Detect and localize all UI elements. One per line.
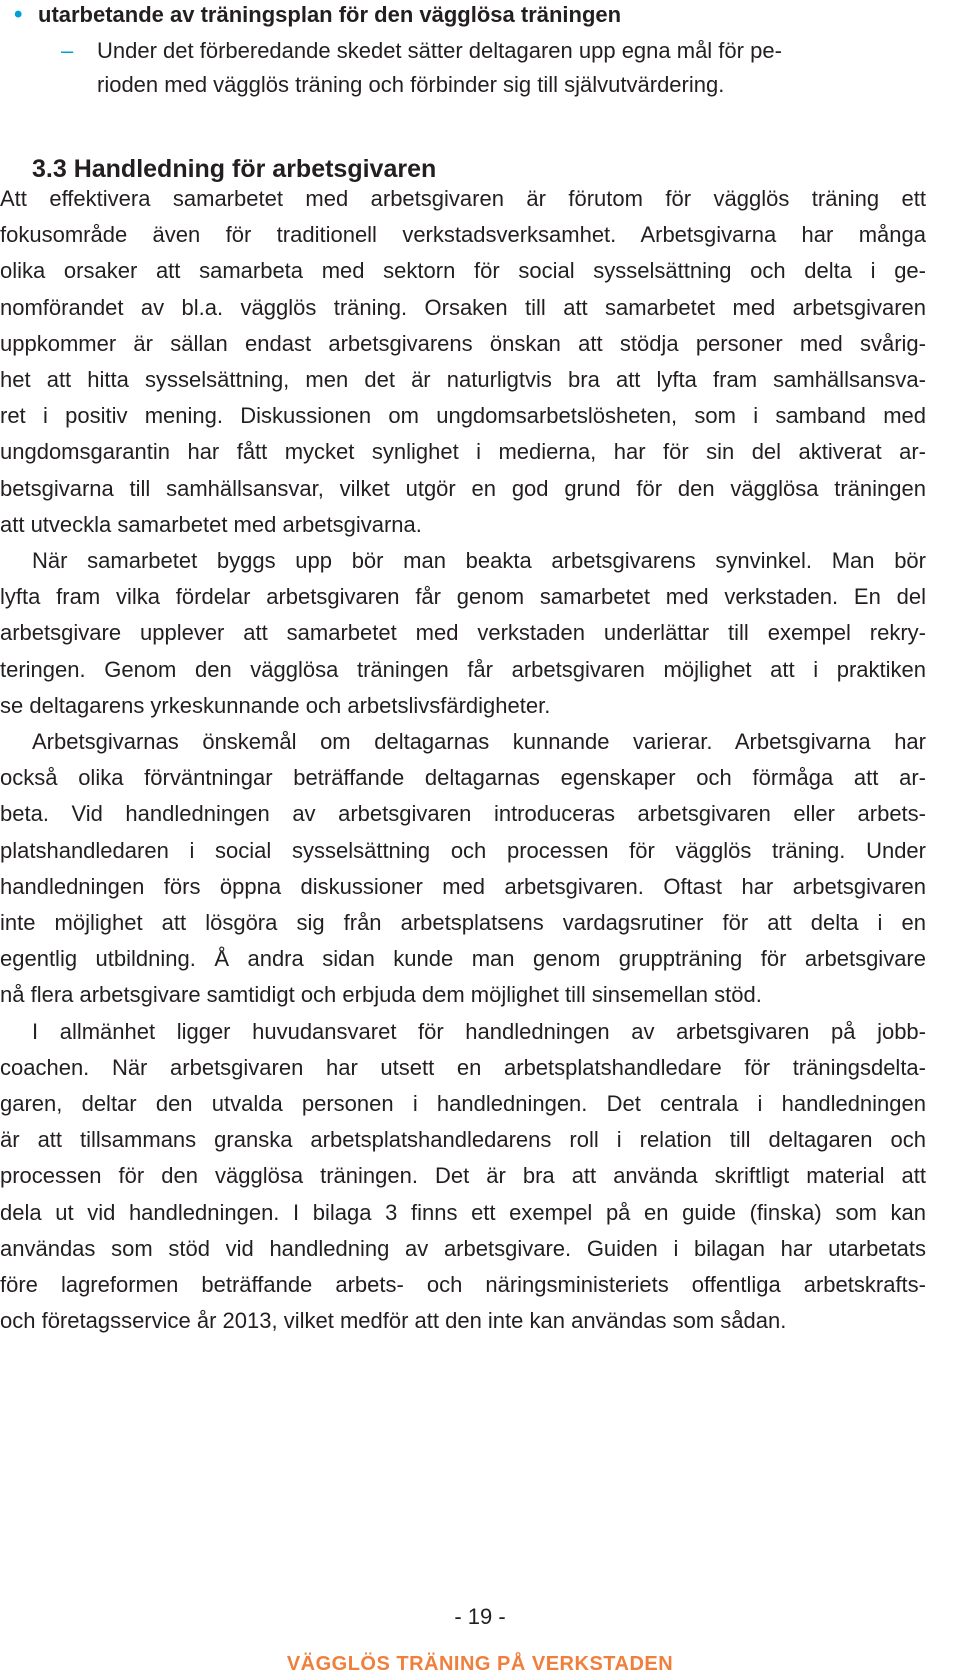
bullet-dot-icon: • — [14, 1, 23, 28]
body-line: lyfta fram vilka fördelar arbetsgivaren får genom samarbetet med verkstaden. En del — [0, 584, 926, 609]
body-line: Att effektivera samarbetet med arbetsgivaren är förutom för vägglös träning ett — [0, 186, 926, 211]
body-line: Arbetsgivarnas önskemål om deltagarnas kunnande varierar. Arbetsgivarna har — [32, 729, 926, 754]
body-line: betsgivarna till samhällsansvar, vilket utgör en god grund för den vägglösa träningen — [0, 476, 926, 501]
bullet-item — [14, 1, 622, 28]
body-line: garen, deltar den utvalda personen i handledningen. Det centrala i handledningen — [0, 1091, 926, 1116]
body-line: inte möjlighet att lösgöra sig från arbetsplatsens vardagsrutiner för att delta i en — [0, 910, 926, 935]
body-line: dela ut vid handledningen. I bilaga 3 finns ett exempel på en guide (finska) som kan — [0, 1200, 926, 1225]
body-line: handledningen förs öppna diskussioner med arbetsgivaren. Oftast har arbetsgivaren — [0, 874, 926, 899]
body-line: egentlig utbildning. Å andra sidan kunde man genom gruppträning för arbetsgivare — [0, 946, 926, 971]
body-line: processen för den vägglösa träningen. Det är bra att använda skriftligt material att — [0, 1163, 926, 1188]
body-line: fokusområde även för traditionell verkstadsverksamhet. Arbetsgivarna har många — [0, 222, 926, 247]
body-line: uppkommer är sällan endast arbetsgivarens önskan att stödja personer med svårig- — [0, 331, 926, 356]
body-line: se deltagarens yrkeskunnande och arbetslivsfärdigheter. — [0, 693, 551, 718]
section-heading: 3.3 Handledning för arbetsgivaren — [32, 155, 437, 183]
body-line: arbetsgivare upplever att samarbetet med verkstaden underlättar till exempel rekry- — [0, 620, 926, 645]
body-line: nå flera arbetsgivare samtidigt och erbjuda dem möjlighet till sinsemellan stöd. — [0, 982, 762, 1007]
body-line: ungdomsgarantin har fått mycket synlighet i medierna, har för sin del aktiverat ar- — [0, 439, 926, 464]
body-line: platshandledaren i social sysselsättning och processen för vägglös träning. Under — [0, 838, 926, 863]
dash-item-line-2 — [97, 72, 724, 98]
dash-icon: – — [61, 38, 74, 63]
body-line: teringen. Genom den vägglösa träningen får arbetsgivaren möjlighet att i praktiken — [0, 657, 926, 682]
page-number: - 19 - — [454, 1604, 506, 1629]
dash-item-text: rioden med vägglös träning och förbinder sig till självutvärdering. — [97, 72, 725, 97]
body-line: att utveckla samarbetet med arbetsgivarna. — [0, 512, 422, 537]
bullet-item-text: utarbetande av träningsplan för den vägglösa träningen — [38, 2, 622, 27]
body-line: olika orsaker att samarbeta med sektorn för social sysselsättning och delta i ge- — [0, 258, 926, 283]
body-line: nomförandet av bl.a. vägglös träning. Orsaken till att samarbetet med arbetsgivaren — [0, 295, 926, 320]
body-line: het att hitta sysselsättning, men det är naturligtvis bra att lyfta fram samhällsansva- — [0, 367, 926, 392]
body-line: före lagreformen beträffande arbets- och näringsministeriets offentliga arbetskrafts- — [0, 1272, 926, 1297]
body-line: beta. Vid handledningen av arbetsgivaren introduceras arbetsgivaren eller arbets- — [0, 801, 926, 826]
body-line: coachen. När arbetsgivaren har utsett en arbetsplatshandledare för träningsdelta- — [0, 1055, 926, 1080]
body-line: är att tillsammans granska arbetsplatshandledarens roll i relation till deltagaren och — [0, 1127, 926, 1152]
body-line: ret i positiv mening. Diskussionen om ungdomsarbetslösheten, som i samband med — [0, 403, 926, 428]
dash-item-text: Under det förberedande skedet sätter deltagaren upp egna mål för pe- — [97, 38, 782, 63]
body-line: När samarbetet byggs upp bör man beakta arbetsgivarens synvinkel. Man bör — [32, 548, 926, 573]
running-title: VÄGGLÖS TRÄNING PÅ VERKSTADEN — [286, 1653, 674, 1675]
body-line: I allmänhet ligger huvudansvaret för handledningen av arbetsgivaren på jobb- — [32, 1019, 926, 1044]
body-line: också olika förväntningar beträffande deltagarnas egenskaper och förmåga att ar- — [0, 765, 926, 790]
dash-item-line-1 — [61, 38, 782, 64]
body-line: användas som stöd vid handledning av arbetsgivare. Guiden i bilagan har utarbetats — [0, 1236, 926, 1261]
body-line: och företagsservice år 2013, vilket medför att den inte kan användas som sådan. — [0, 1308, 787, 1333]
